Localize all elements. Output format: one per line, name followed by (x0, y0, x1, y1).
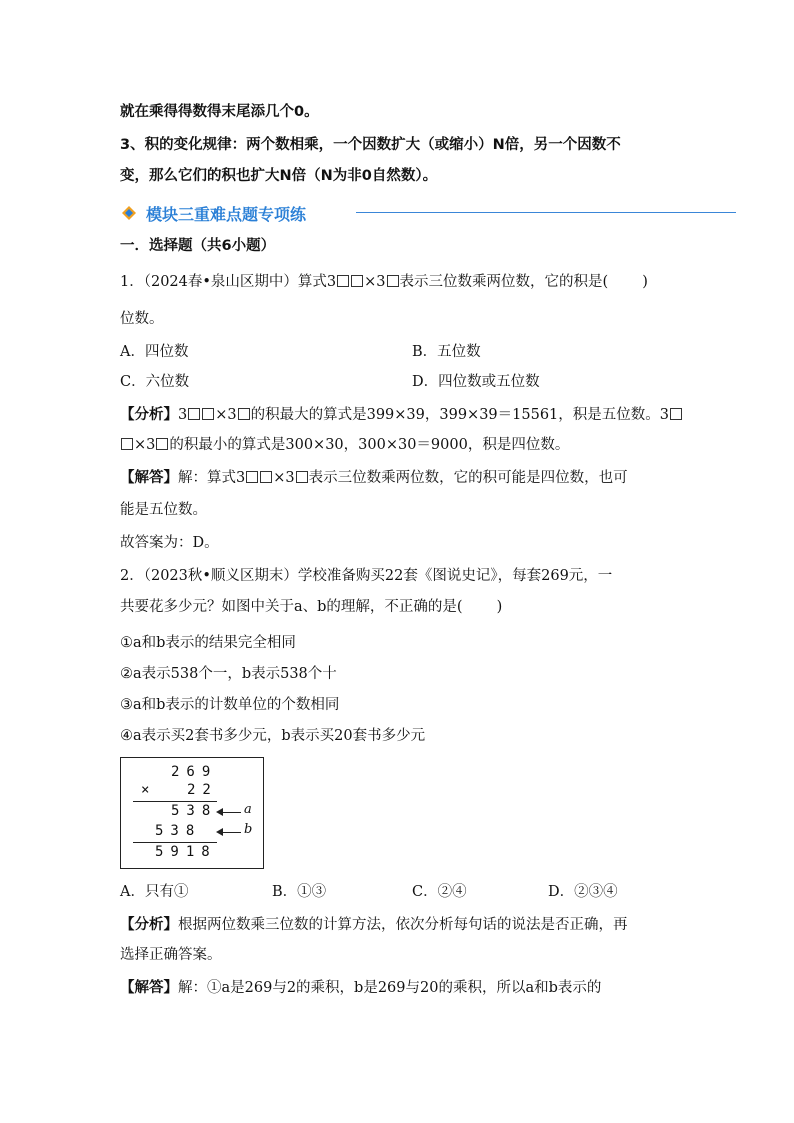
blank-box-icon (670, 408, 682, 420)
fig-row-1: 269 (171, 764, 218, 780)
q2-analysis-label: 【分析】 (120, 917, 178, 933)
blank-box-icon (121, 438, 133, 450)
q2-answer-text: 解：①a是269与2的乘积，b是269与20的乘积，所以a和b表示的 (178, 980, 602, 996)
fig-label-a: a (244, 802, 252, 817)
intro-line-1: 就在乘得得数得末尾添几个0。 (120, 104, 319, 120)
q1-analysis-text: ×3 (134, 437, 156, 453)
q1-answer-line-1 (120, 468, 680, 488)
q2-option-b[interactable]: B．①③ (272, 884, 327, 900)
q2-analysis-line-2: 选择正确答案。 (120, 947, 222, 963)
section-title: 一．选择题（共6小题） (120, 238, 276, 254)
q2-answer-line-1 (120, 978, 680, 998)
q2-stem-text: 共要花多少元？如图中关于a、b的理解，不正确的是( (120, 599, 463, 615)
arrow-shaft (221, 832, 241, 833)
blank-box-icon (351, 275, 363, 287)
q2-analysis-text: 根据两位数乘三位数的计算方法，依次分析每句话的说法是否正确，再 (178, 917, 628, 933)
intro-line-3: 变，那么它们的积也扩大N倍（N为非0自然数）。 (120, 168, 438, 184)
q1-answer-text: 解：算式3 (178, 470, 246, 486)
fig-times-sign: × (141, 782, 157, 798)
blank-box-icon (238, 408, 250, 420)
q2-stem-text: ) (496, 599, 503, 615)
q1-option-b[interactable]: B．五位数 (412, 344, 481, 360)
multiplication-figure (120, 757, 264, 869)
q1-stem (120, 272, 680, 292)
q1-final: 故答案为：D。 (120, 535, 219, 551)
blank-box-icon (156, 438, 168, 450)
q1-analysis-line-2 (120, 435, 680, 455)
q1-analysis-text: 3 (178, 407, 188, 423)
intro-line-2: 3、积的变化规律：两个数相乘，一个因数扩大（或缩小）N倍，另一个因数不 (120, 137, 621, 153)
q2-statement-4: ④a表示买2套书多少元，b表示买20套书多少元 (120, 728, 426, 744)
q1-option-a[interactable]: A．四位数 (120, 344, 189, 360)
blank-box-icon (188, 408, 200, 420)
q1-analysis-text: 的积最大的算式是399×39，399×39＝15561，积是五位数。3 (250, 407, 670, 423)
fig-row-3: 538 (171, 803, 218, 819)
q2-stem-line-1: 2．（2023秋•顺义区期末）学校准备购买22套《图说史记》，每套269元，一 (120, 568, 613, 584)
q1-analysis-text: ×3 (215, 407, 237, 423)
blank-box-icon (387, 275, 399, 287)
blank-box-icon (296, 471, 308, 483)
fig-label-b: b (244, 822, 253, 837)
q1-analysis-label: 【分析】 (120, 407, 178, 423)
fig-row-2: 22 (187, 782, 218, 798)
q2-statement-3: ③a和b表示的计数单位的个数相同 (120, 697, 340, 713)
q1-analysis-text: 的积最小的算式是300×30，300×30＝9000，积是四位数。 (169, 437, 570, 453)
blank-box-icon (202, 408, 214, 420)
q1-analysis-line-1 (120, 405, 680, 425)
fig-row-4: 538 (155, 823, 202, 839)
module-banner (120, 200, 620, 226)
q2-option-c[interactable]: C．②④ (412, 884, 467, 900)
q1-text-a: 1．（2024春•泉山区期中）算式3 (120, 274, 337, 290)
q1-text-b: ×3 (364, 274, 386, 290)
fig-row-5: 5918 (155, 844, 217, 860)
q2-option-d[interactable]: D．②③④ (548, 884, 618, 900)
module-rule (356, 212, 736, 213)
q2-statement-1: ①a和b表示的结果完全相同 (120, 635, 296, 651)
q1-stem-line-2: 位数。 (120, 311, 164, 327)
q2-option-a[interactable]: A．只有① (120, 884, 189, 900)
blank-box-icon (260, 471, 272, 483)
diamond-bullet-icon (122, 206, 136, 220)
q1-text-c: 表示三位数乘两位数，它的积是( (399, 274, 609, 290)
q1-answer-line-2: 能是五位数。 (120, 502, 207, 518)
blank-box-icon (337, 275, 349, 287)
fig-rule-1 (133, 801, 217, 802)
q1-option-d[interactable]: D．四位数或五位数 (412, 374, 540, 390)
q1-answer-text: ×3 (273, 470, 295, 486)
arrow-shaft (221, 812, 241, 813)
q1-answer-text: 表示三位数乘两位数，它的积可能是四位数，也可 (308, 470, 628, 486)
module-title: 模块三重难点题专项练 (146, 205, 307, 224)
fig-rule-2 (133, 842, 217, 843)
q1-text-d: ) (642, 274, 648, 290)
q2-stem-line-2 (120, 597, 680, 617)
q2-answer-label: 【解答】 (120, 980, 178, 996)
q2-statement-2: ②a表示538个一，b表示538个十 (120, 666, 337, 682)
q1-answer-label: 【解答】 (120, 470, 178, 486)
blank-box-icon (246, 471, 258, 483)
q1-option-c[interactable]: C．六位数 (120, 374, 190, 390)
q2-analysis-line-1 (120, 915, 680, 935)
